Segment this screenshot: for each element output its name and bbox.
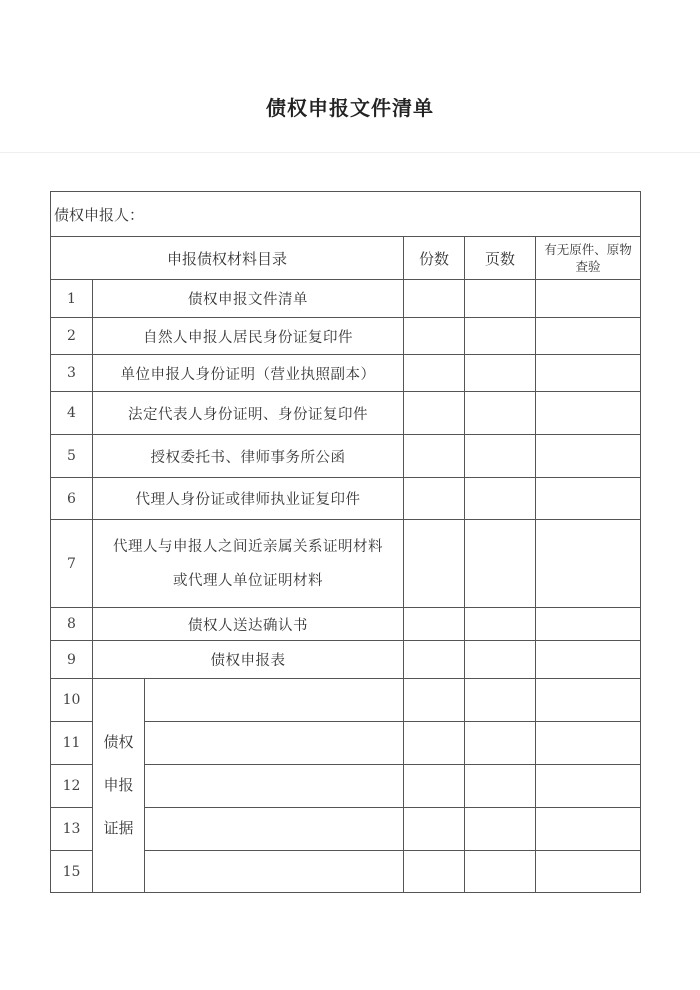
pages-cell[interactable] — [465, 280, 536, 318]
pages-cell[interactable] — [465, 392, 536, 435]
header-original-check-line2: 查验 — [575, 259, 601, 274]
header-pages: 页数 — [465, 237, 536, 280]
item-name-line1: 代理人与申报人之间近亲属关系证明材料 — [113, 538, 383, 555]
pages-cell[interactable] — [465, 478, 536, 520]
applicant-label[interactable]: 债权申报人： — [51, 192, 641, 237]
table-row — [51, 355, 641, 392]
original-check-cell[interactable] — [536, 318, 641, 355]
pages-cell[interactable] — [465, 722, 536, 765]
original-check-cell[interactable] — [536, 355, 641, 392]
row-number: 15 — [51, 851, 93, 893]
original-check-cell[interactable] — [536, 435, 641, 478]
item-name: 自然人申报人居民身份证复印件 — [93, 318, 404, 355]
original-check-cell[interactable] — [536, 808, 641, 851]
pages-cell[interactable] — [465, 765, 536, 808]
copies-cell[interactable] — [404, 520, 465, 608]
original-check-cell[interactable] — [536, 478, 641, 520]
header-original-check-line1: 有无原件、原物 — [544, 242, 632, 257]
item-name: 授权委托书、律师事务所公函 — [93, 435, 404, 478]
item-name: 法定代表人身份证明、身份证复印件 — [93, 392, 404, 435]
table-row — [51, 608, 641, 641]
item-name: 债权人送达确认书 — [93, 608, 404, 641]
row-number: 1 — [51, 280, 93, 318]
evidence-name-cell[interactable] — [145, 722, 404, 765]
item-name-line2: 或代理人单位证明材料 — [173, 572, 323, 589]
table-row — [51, 392, 641, 435]
row-number: 4 — [51, 392, 93, 435]
original-check-cell[interactable] — [536, 641, 641, 679]
copies-cell[interactable] — [404, 765, 465, 808]
row-number: 3 — [51, 355, 93, 392]
copies-cell[interactable] — [404, 608, 465, 641]
item-name: 债权申报文件清单 — [93, 280, 404, 318]
header-catalog: 申报债权材料目录 — [51, 237, 404, 280]
original-check-cell[interactable] — [536, 392, 641, 435]
table-row — [51, 435, 641, 478]
header-copies: 份数 — [404, 237, 465, 280]
table-row — [51, 318, 641, 355]
evidence-name-cell[interactable] — [145, 765, 404, 808]
item-name: 债权申报表 — [93, 641, 404, 679]
pages-cell[interactable] — [465, 851, 536, 893]
header-row — [51, 237, 641, 280]
item-name: 代理人身份证或律师执业证复印件 — [93, 478, 404, 520]
table-row — [51, 520, 641, 608]
evidence-label-part: 申报 — [103, 776, 134, 794]
pages-cell[interactable] — [465, 318, 536, 355]
pages-cell[interactable] — [465, 355, 536, 392]
copies-cell[interactable] — [404, 280, 465, 318]
original-check-cell[interactable] — [536, 520, 641, 608]
copies-cell[interactable] — [404, 392, 465, 435]
evidence-group-label — [93, 679, 145, 893]
original-check-cell[interactable] — [536, 608, 641, 641]
table-row — [51, 280, 641, 318]
claim-filing-checklist-table — [50, 191, 641, 893]
copies-cell[interactable] — [404, 355, 465, 392]
pages-cell[interactable] — [465, 641, 536, 679]
evidence-name-cell[interactable] — [145, 679, 404, 722]
evidence-name-cell[interactable] — [145, 851, 404, 893]
evidence-label-part: 债权 — [103, 733, 134, 751]
original-check-cell[interactable] — [536, 765, 641, 808]
pages-cell[interactable] — [465, 435, 536, 478]
copies-cell[interactable] — [404, 679, 465, 722]
table-row — [51, 478, 641, 520]
copies-cell[interactable] — [404, 851, 465, 893]
copies-cell[interactable] — [404, 641, 465, 679]
document-title: 债权申报文件清单 — [266, 96, 434, 120]
original-check-cell[interactable] — [536, 722, 641, 765]
row-number: 2 — [51, 318, 93, 355]
pages-cell[interactable] — [465, 520, 536, 608]
row-number: 7 — [51, 520, 93, 608]
row-number: 9 — [51, 641, 93, 679]
row-number: 8 — [51, 608, 93, 641]
original-check-cell[interactable] — [536, 679, 641, 722]
copies-cell[interactable] — [404, 318, 465, 355]
pages-cell[interactable] — [465, 808, 536, 851]
header-original-check — [536, 237, 641, 280]
item-name — [93, 520, 404, 608]
evidence-row — [51, 679, 641, 722]
copies-cell[interactable] — [404, 808, 465, 851]
row-number: 11 — [51, 722, 93, 765]
original-check-cell[interactable] — [536, 851, 641, 893]
row-number: 5 — [51, 435, 93, 478]
table-row — [51, 641, 641, 679]
evidence-name-cell[interactable] — [145, 808, 404, 851]
row-number: 6 — [51, 478, 93, 520]
copies-cell[interactable] — [404, 722, 465, 765]
row-number: 12 — [51, 765, 93, 808]
applicant-row — [51, 192, 641, 237]
item-name: 单位申报人身份证明（营业执照副本） — [93, 355, 404, 392]
copies-cell[interactable] — [404, 435, 465, 478]
evidence-label-part: 证据 — [103, 819, 134, 837]
copies-cell[interactable] — [404, 478, 465, 520]
row-number: 10 — [51, 679, 93, 722]
pages-cell[interactable] — [465, 608, 536, 641]
row-number: 13 — [51, 808, 93, 851]
pages-cell[interactable] — [465, 679, 536, 722]
divider — [0, 152, 700, 153]
original-check-cell[interactable] — [536, 280, 641, 318]
